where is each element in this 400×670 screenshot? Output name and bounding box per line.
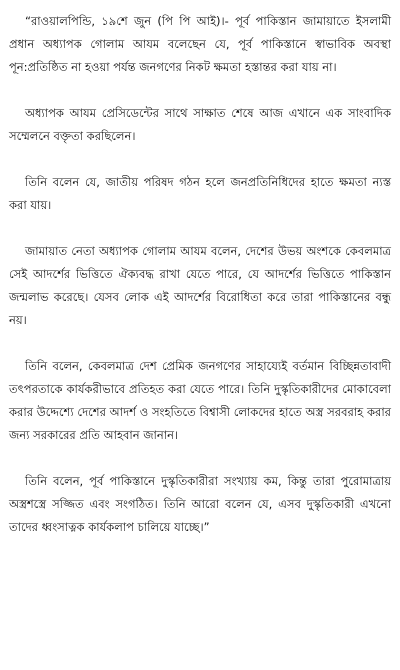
paragraph-3: তিনি বলেন যে, জাতীয় পরিষদ গঠন হলে জনপ্রতিনিধিদের হাতে ক্ষমতা ন্যস্ত করা যায়। xyxy=(9,175,391,212)
paragraph-5: তিনি বলেন, কেবলমাত্র দেশ প্রেমিক জনগণের সাহায্যেই বর্তমান বিচ্ছিন্নতাবাদী তৎপরতাকে কার্যকরীভাবে প্রতিহত করা যেতে পারে। তিনি দুস্কৃতিকারীদের মোকাবেলা করার উদ্দেশ্যে দেশের আদর্শ ও সংহতিতে বিশ্বাসী লোকদের হাতে অস্ত্র সরবরাহ করার জন্য সরকারের প্রতি আহবান জানান। xyxy=(9,359,391,442)
paragraph-2: অধ্যাপক আযম প্রেসিডেন্টের সাথে সাক্ষাত শেষে আজ এখানে এক সাংবাদিক সম্মেলনে বক্তৃতা করছিলেন। xyxy=(9,106,391,143)
paragraph-1: “রাওয়ালপিন্ডি, ১৯শে জুন (পি পি আই)।- পূর্ব পাকিস্তান জামায়াতে ইসলামী প্রধান অধ্যাপক গোলাম আযম বলেছেন যে, পূর্ব পাকিস্তানে স্বাভাবিক অবস্থা পূন:প্রতিষ্ঠিত না হওয়া পর্যন্ত জনগণের নিকট ক্ষমতা হস্তান্তর করা যায় না। xyxy=(9,14,391,74)
paragraph-4: জামায়াত নেতা অধ্যাপক গোলাম আযম বলেন, দেশের উভয় অংশকে কেবলমাত্র সেই আদর্শের ভিত্তিতে ঐক্যবদ্ধ রাখা যেতে পারে, যে আদর্শের ভিত্তিতে পাকিস্তান জন্মলাভ করেছে। যেসব লোক এই আদর্শের বিরোধিতা করে তারা পাকিস্তানের বন্ধু নয়। xyxy=(9,244,391,327)
paragraph-6: তিনি বলেন, পূর্ব পাকিস্তানে দুস্কৃতিকারীরা সংখ্যায় কম, কিন্তু তারা পুরোমাত্রায় অস্ত্রশস্ত্রে সজ্জিত এবং সংগঠিত। তিনি আরো বলেন যে, এসব দুস্কৃতিকারী এখনো তাদের ধ্বংসাত্নক কার্যকলাপ চালিয়ে যাচ্ছে।” xyxy=(9,474,391,534)
